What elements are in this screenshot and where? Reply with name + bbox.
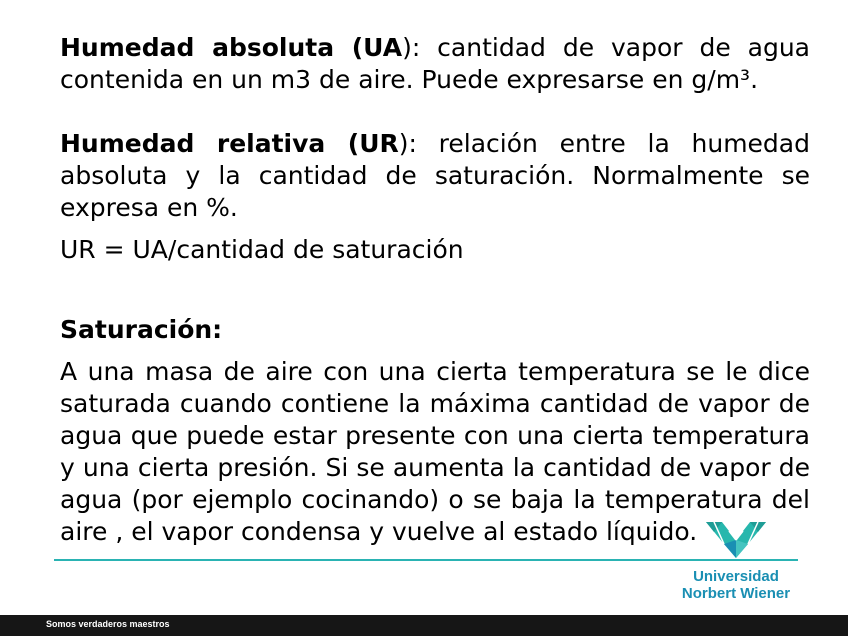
heading-saturacion: Saturación:	[60, 315, 223, 344]
university-name-line1: Universidad	[693, 568, 779, 585]
slide-content	[60, 32, 810, 548]
paragraph-humedad-relativa	[60, 128, 810, 224]
term-humedad-absoluta: Humedad absoluta (UA	[60, 33, 403, 62]
university-name-line2: Norbert Wiener	[681, 585, 791, 602]
university-logo	[668, 520, 804, 604]
formula-ur: UR = UA/cantidad de saturación	[60, 235, 464, 264]
footer-bar	[0, 615, 848, 636]
paragraph-humedad-absoluta	[60, 32, 810, 96]
paragraph-saturacion: A una masa de aire con una cierta temperatura se le dice saturada cuando contiene la máxima cantidad de vapor de agua que puede estar presente con una cierta temperatura y una cierta presión. Si se aumenta la cantidad de vapor de agua (por ejemplo cocinando) o se baja la temperatura del aire , el vapor condensa y vuelve al estado líquido.	[60, 357, 810, 546]
term-humedad-relativa: Humedad relativa (UR	[60, 129, 399, 158]
wiener-crest-icon	[702, 520, 770, 560]
footer-slogan: Somos verdaderos maestros	[46, 619, 170, 629]
definition-humedad-absoluta: ): cantidad de vapor de agua contenida en un m3 de aire. Puede expresarse en g/m³.	[60, 33, 811, 94]
university-name	[668, 568, 804, 602]
definition-humedad-relativa: ): relación entre la humedad absoluta y la cantidad de saturación. Normalmente se expresa en %.	[60, 129, 810, 222]
